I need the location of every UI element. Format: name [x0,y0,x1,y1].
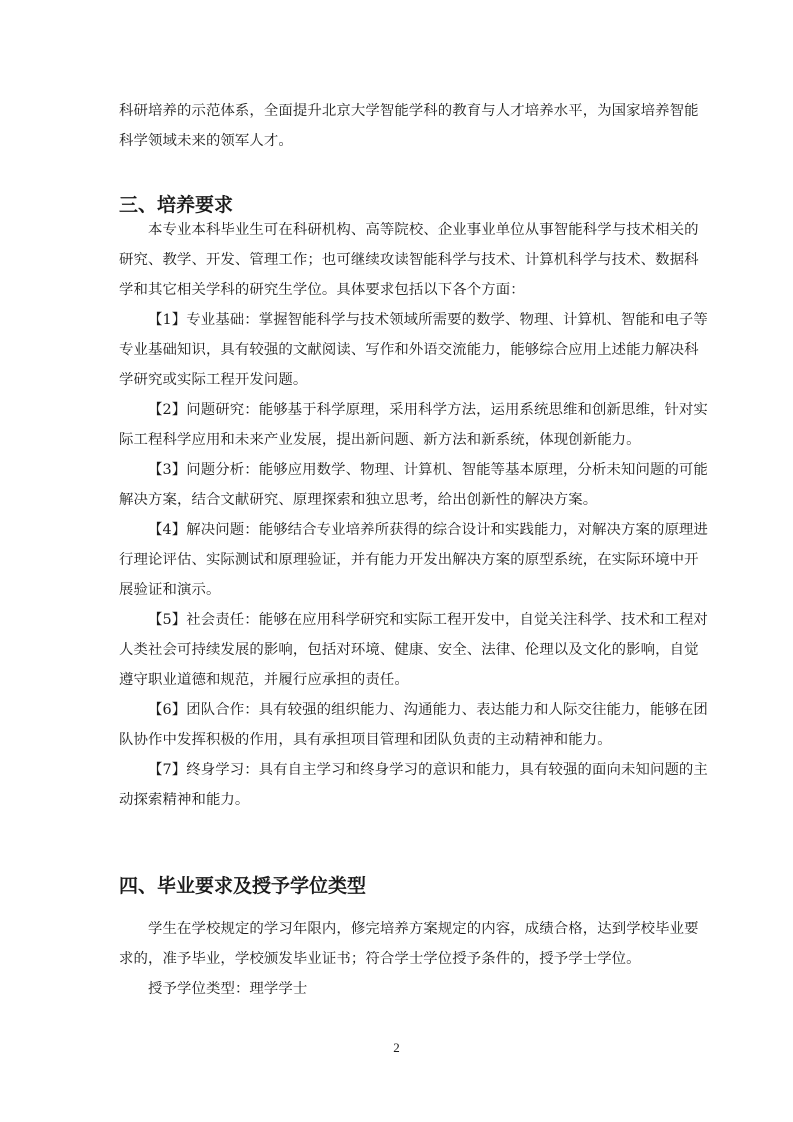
text-line: 人类社会可持续发展的影响，包括对环境、健康、安全、法律、伦理以及文化的影响，自觉 [119,642,699,658]
degree-type-line: 授予学位类型：理学学士 [148,981,308,997]
text-line: 研究、教学、开发、管理工作；也可继续攻读智能科学与技术、计算机科学与技术、数据科 [119,252,699,268]
text-line: 科研培养的示范体系，全面提升北京大学智能学科的教育与人才培养水平，为国家培养智能 [119,103,699,119]
text-line [119,755,708,785]
item-text: 问题研究：能够基于科学原理，采用科学方法，运用系统思维和创新思维，针对实 [186,402,708,418]
item-tag: 【7】 [148,762,187,778]
text-line: 科学领域未来的领军人才。 [119,133,293,149]
section-body [119,914,699,1004]
item-tag: 【2】 [148,402,187,418]
requirement-item [119,515,708,605]
item-text: 社会责任：能够在应用科学研究和实际工程开发中，自觉关注科学、技术和工程对 [186,612,708,628]
text-line: 求的，准予毕业，学校颁发毕业证书；符合学士学位授予条件的，授予学士学位。 [119,951,641,967]
text-line [119,515,708,545]
text-line [119,395,708,425]
section-heading: 三、培养要求 [119,194,234,216]
text-line: 学生在学校规定的学习年限内，修完培养方案规定的内容，成绩合格，达到学校毕业要 [148,921,699,937]
requirement-item [119,605,708,695]
item-text: 问题分析：能够应用数学、物理、计算机、智能等基本原理，分析未知问题的可能 [186,462,708,478]
item-text: 终身学习：具有自主学习和终身学习的意识和能力，具有较强的面向未知问题的主 [186,762,708,778]
text-line: 展验证和演示。 [119,582,221,598]
item-text: 专业基础：掌握智能科学与技术领域所需要的数学、物理、计算机、智能和电子等 [186,312,708,328]
item-tag: 【5】 [148,612,187,628]
text-line: 本专业本科毕业生可在科研机构、高等院校、企业事业单位从事智能科学与技术相关的 [148,222,699,238]
requirement-item [119,305,708,395]
requirement-item [119,395,708,455]
intro-paragraph [119,96,699,156]
text-line: 动探索精神和能力。 [119,792,250,808]
text-line [119,305,708,335]
item-text: 解决问题：能够结合专业培养所获得的综合设计和实践能力，对解决方案的原理进 [186,522,708,538]
text-line: 解决方案，结合文献研究、原理探索和独立思考，给出创新性的解决方案。 [119,492,598,508]
text-line [119,695,708,725]
text-line: 学研究或实际工程开发问题。 [119,372,308,388]
section-heading: 四、毕业要求及授予学位类型 [119,875,367,897]
text-line: 行理论评估、实际测试和原理验证，并有能力开发出解决方案的原型系统，在实际环境中开 [119,552,699,568]
text-line [119,455,708,485]
section-intro-paragraph [119,215,699,305]
text-line: 专业基础知识，具有较强的文献阅读、写作和外语交流能力，能够综合应用上述能力解决科 [119,342,699,358]
requirement-item [119,695,708,755]
requirement-item [119,755,708,815]
text-line: 遵守职业道德和规范，并履行应承担的责任。 [119,672,409,688]
page-number: 2 [393,1040,400,1055]
section-body [119,215,708,815]
item-tag: 【6】 [148,702,187,718]
requirement-item [119,455,708,515]
item-text: 团队合作：具有较强的组织能力、沟通能力、表达能力和人际交往能力，能够在团 [186,702,708,718]
text-line: 际工程科学应用和未来产业发展，提出新问题、新方法和新系统，体现创新能力。 [119,432,641,448]
text-line: 队协作中发挥积极的作用，具有承担项目管理和团队负责的主动精神和能力。 [119,732,612,748]
item-tag: 【3】 [148,462,187,478]
item-tag: 【1】 [148,312,187,328]
item-tag: 【4】 [148,522,187,538]
text-line [119,605,708,635]
text-line: 学和其它相关学科的研究生学位。具体要求包括以下各个方面： [119,282,525,298]
